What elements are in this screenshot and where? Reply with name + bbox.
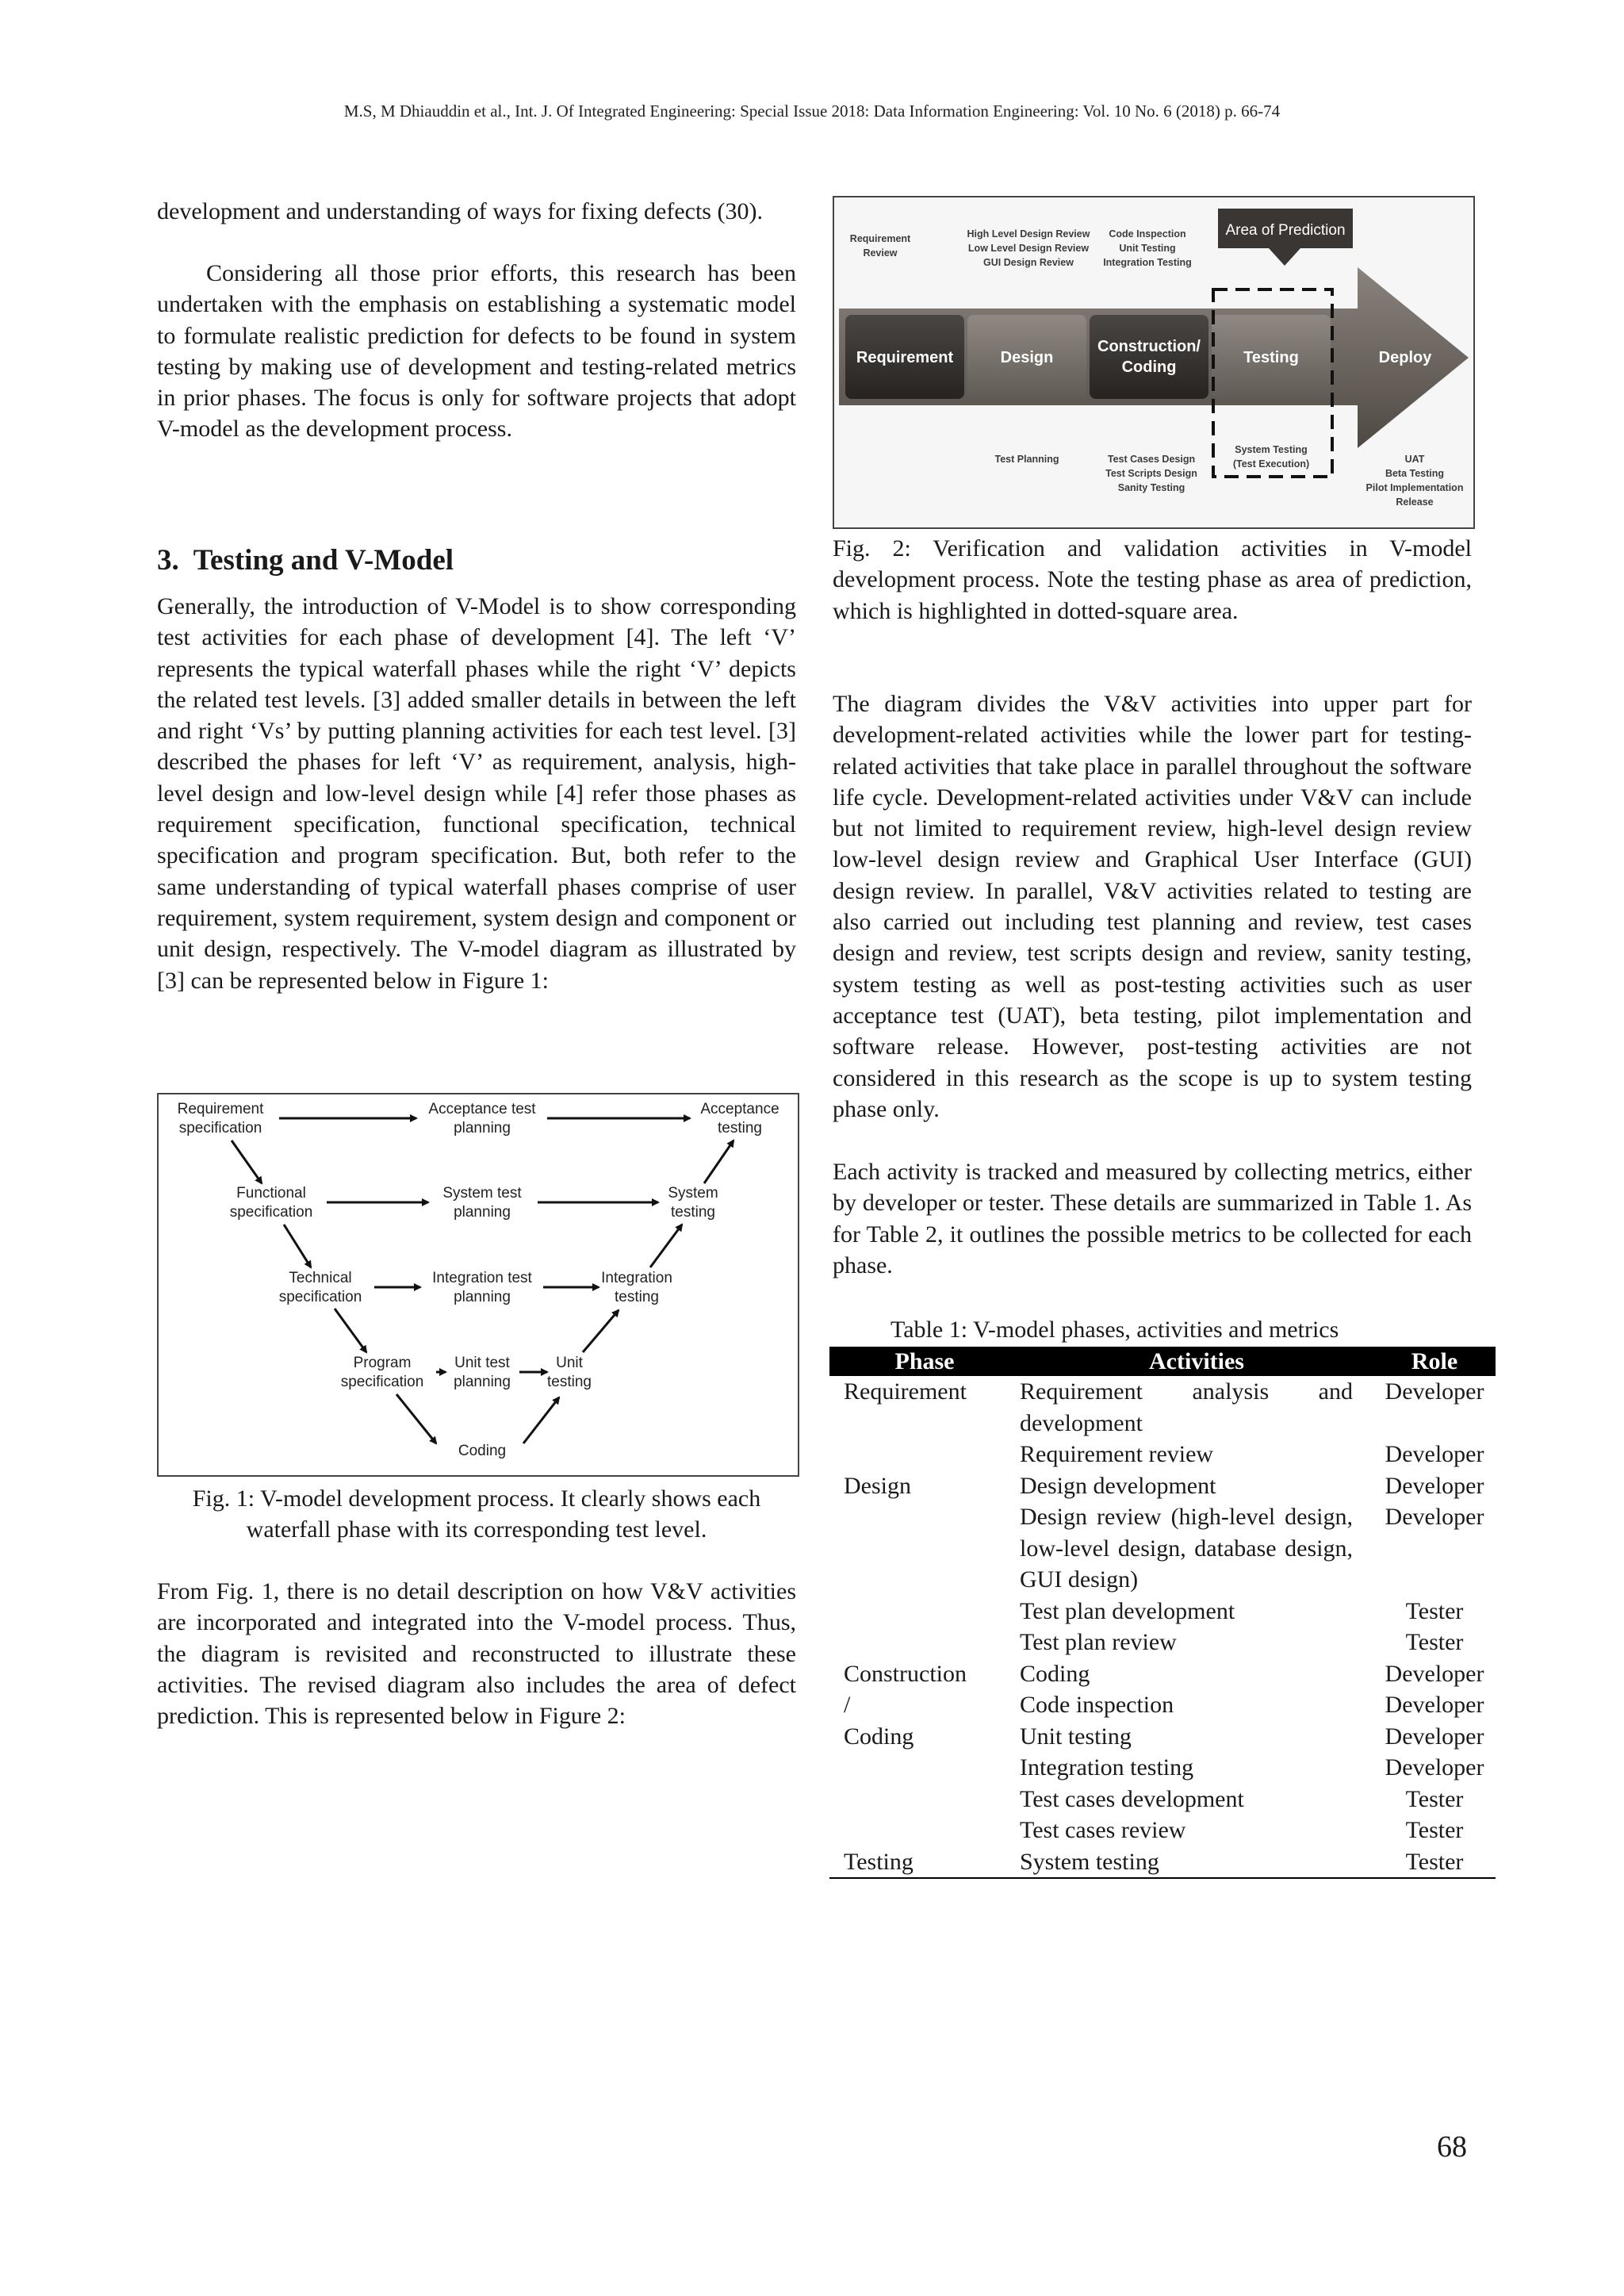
callout-pointer [1269,248,1300,266]
phase-construction-label: Construction/ [1097,338,1201,355]
phase-design-label: Design [1000,349,1054,366]
table-row: Design Design development Developer [844,1472,1484,1499]
req-spec-label: Requirement specification [177,1101,264,1137]
table-row: Integration testing Developer [1020,1754,1484,1780]
table-row: Requirement Requirement analysis and development Developer [844,1378,1484,1436]
table-row: Test cases review Tester [1020,1817,1464,1843]
int-test-label: Integration testing [601,1270,672,1305]
arrow-prog-to-coding [396,1394,436,1443]
paragraph-considering-text: Considering all those prior efforts, this research has been undertaken with the emphasis on establishing a systematic model to formulate realistic prediction for defects to be found in system testing by making use of development and testing-related metrics in prior phases. The focus is only for software projects that adopt V-model as the development process. [157,260,796,443]
section-title: Testing and V-Model [193,544,454,577]
table-1-container [829,1347,1496,1879]
figure-1 [157,1093,799,1477]
section-heading [157,543,796,577]
prog-spec-label: Program specification [340,1355,424,1390]
figure-2 [833,196,1475,529]
vv-activities-diagram [834,197,1473,527]
arrow-tech-to-prog [335,1309,366,1352]
table-1-caption: Table 1: V-model phases, activities and metrics [891,1317,1339,1343]
table-row: Test cases development Tester [1020,1785,1464,1812]
bottom-deploy-activities: UAT Beta Testing Pilot Implementation Release [1365,454,1464,508]
table-row: Coding Unit testing Developer [844,1723,1484,1750]
bottom-system-testing: System Testing (Test Execution) [1232,444,1310,470]
arrow-func-to-tech [284,1225,311,1267]
paragraph-continuation: development and understanding of ways for fixing defects (30). [157,198,763,224]
bottom-coding-test-activities: Test Cases Design Test Scripts Design Sanity Testing [1105,454,1197,493]
v-model-diagram [159,1094,798,1475]
arrow-int-to-sys [650,1225,682,1267]
table-row: Design review (high-level design, low-level design, database design, GUI design) Developer [1020,1504,1484,1593]
acc-test-label: Acceptance testing [700,1101,779,1137]
int-plan-label: Integration test planning [432,1270,532,1305]
table-header-phase: Phase [829,1347,1020,1376]
figure-2-caption: Fig. 2: Verification and validation activities in V-model development process. Note the testing phase as area of prediction, which is highlighted in dotted-square area. [833,535,1472,624]
top-design-activities: High Level Design Review Low Level Design Review GUI Design Review [967,228,1090,268]
arrow-req-to-func [232,1140,262,1183]
table-row: Requirement review Developer [1020,1441,1484,1467]
phase-coding-label: Coding [1121,358,1177,376]
coding-label: Coding [458,1443,507,1459]
paragraph-each-activity: Each activity is tracked and measured by collecting metrics, either by developer or tester. These details are summarized in Table 1. As for Table 2, it outlines the possible metrics to be collected for each phase. [833,1159,1472,1278]
arrow-sys-to-acc [704,1140,733,1183]
table-row: / Code inspection Developer [844,1692,1484,1718]
acc-plan-label: Acceptance test planning [428,1101,536,1137]
phase-deploy-label: Deploy [1378,349,1432,366]
table-header-row [829,1347,1496,1376]
phase-requirement-label: Requirement [856,349,954,366]
table-header-activities: Activities [1020,1347,1373,1376]
paragraph-generally: Generally, the introduction of V-Model is to show corresponding test activities for each phase of development [4]. The left ‘V’ represents the typical waterfall phases while the right ‘V’ depicts the related test levels. [3] added smaller details in between the left and right ‘Vs’ by putting planning activities for each test level. [3] described the phases for left ‘V’ as requirement, analysis, high-level design and low-level design while [4] refer those phases as requirement specification, functional specification, technical specification and program specification. But, both refer to the same understanding of typical waterfall phases comprise of user requirement, system requirement, system design and component or unit design, respectively. The V-model diagram as illustrated by [3] can be represented below in Figure 1: [157,593,796,994]
arrow-unit-to-int [583,1310,619,1352]
running-header: M.S, M Dhiauddin et al., Int. J. Of Integrated Engineering: Special Issue 2018: Data Information Engineering: Vol. 10 No. 6 (2018) p. 66-74 [343,102,1281,121]
table-row: Testing System testing Tester [829,1846,1496,1879]
sys-test-label: System testing [668,1185,718,1221]
table-row: Test plan development Tester [1020,1597,1464,1624]
figure-1-caption: Fig. 1: V-model development process. It clearly shows each waterfall phase with its corresponding test level. [192,1485,761,1543]
sys-plan-label: System test planning [442,1185,522,1221]
table-row: Test plan review Tester [1020,1629,1464,1655]
arrow-coding-to-unit [523,1397,559,1443]
construction-phase-box [1090,315,1208,399]
top-coding-activities: Code Inspection Unit Testing Integration Testing [1103,228,1192,268]
paragraph-from-fig1: From Fig. 1, there is no detail description on how V&V activities are incorporated and integrated into the V-model process. Thus, the diagram is revisited and reconstructed to illustrate these activities. The revised diagram also includes the area of defect prediction. This is represented below in Figure 2: [157,1578,796,1730]
area-of-prediction-label: Area of Prediction [1225,222,1346,239]
section-number: 3. [157,544,179,577]
paragraph-considering [157,258,796,445]
page-number: 68 [1437,2130,1467,2164]
table-header-role: Role [1373,1347,1496,1376]
table-row: Construction Coding Developer [844,1660,1484,1687]
bottom-test-planning: Test Planning [994,454,1059,465]
tech-spec-label: Technical specification [278,1270,362,1305]
paragraph-diagram: The diagram divides the V&V activities into upper part for development-related activities while the lower part for testing-related activities that take place in parallel throughout the software life cycle. Development-related activities under V&V can include but not limited to requirement review, high-level design review low-level design review and Graphical User Interface (GUI) design review. In parallel, V&V activities related to testing are also carried out including test planning and review, test cases design and review, test scripts design and review, sanity testing, system testing as well as post-testing activities such as user acceptance test (UAT), beta testing, pilot implementation and software release. However, post-testing activities are not considered in this research as the scope is up to system testing phase only. [833,691,1472,1122]
func-spec-label: Functional specification [229,1185,313,1221]
phase-testing-label: Testing [1243,349,1299,366]
top-requirement-activities: Requirement Review [849,233,911,259]
unit-test-label: Unit testing [547,1355,592,1390]
table-1 [829,1347,1496,1879]
unit-plan-label: Unit test planning [454,1355,511,1390]
